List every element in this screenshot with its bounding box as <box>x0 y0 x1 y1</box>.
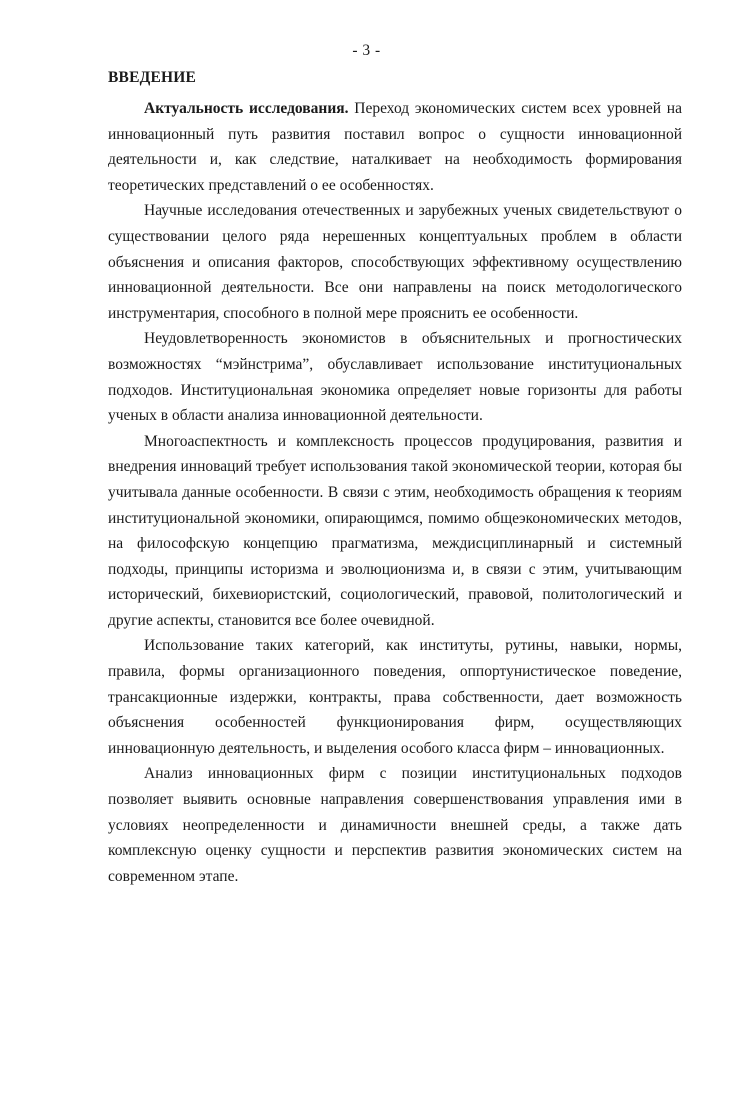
paragraph-lead: Актуальность исследования. <box>144 100 349 117</box>
paragraph: Анализ инновационных фирм с позиции институциональных подходов позволяет выявить основные направления совершенствования управления ими в условиях неопределенности и динамичности внешней среды, а также дать комплексную оценку сущности и перспектив развития экономических систем на современном этапе. <box>108 765 682 885</box>
page-number: - 3 - <box>352 42 381 59</box>
paragraph: Научные исследования отечественных и зарубежных ученых свидетельствуют о существовании целого ряда нерешенных концептуальных проблем в области объяснения и описания факторов, способствующих эффективному осуществлению инновационной деятельности. Все они направлены на поиск методологического инструментария, способного в полной мере прояснить ее особенности. <box>108 202 682 322</box>
paragraph: Неудовлетворенность экономистов в объяснительных и прогностических возможностях “мэйнстрима”, обуславливает использование институциональных подходов. Институциональная экономика определяет новые горизонты для работы ученых в области анализа инновационной деятельности. <box>108 330 682 425</box>
paragraph-text: Переход экономических систем всех уровней на инновационный путь развития поставил вопрос о сущности инновационной деятельности и, как следствие, наталкивает на необходимость формирования теоретических представлений о ее особенностях. <box>108 100 682 194</box>
paragraph: Использование таких категорий, как институты, рутины, навыки, нормы, правила, формы организационного поведения, оппортунистическое поведение, трансакционные издержки, контракты, права собственности, дает возможность объяснения особенностей функционирования фирм, осуществляющих инновационную деятельность, и выделения особого класса фирм – инновационных. <box>108 637 682 757</box>
paragraph-relevance <box>108 96 682 198</box>
section-heading: ВВЕДЕНИЕ <box>108 69 197 86</box>
body-text <box>108 96 682 889</box>
paragraph: Многоаспектность и комплексность процессов продуцирования, развития и внедрения инноваций требует использования такой экономической теории, которая бы учитывала данные особенности. В связи с этим, необходимость обращения к теориям институциональной экономики, опирающимся, помимо общеэкономических методов, на философскую концепцию прагматизма, междисциплинарный и системный подходы, принципы историзма и эволюционизма и, в связи с этим, учитывающим исторический, бихевиористский, социологический, правовой, политологический и другие аспекты, становится все более очевидной. <box>108 432 682 629</box>
